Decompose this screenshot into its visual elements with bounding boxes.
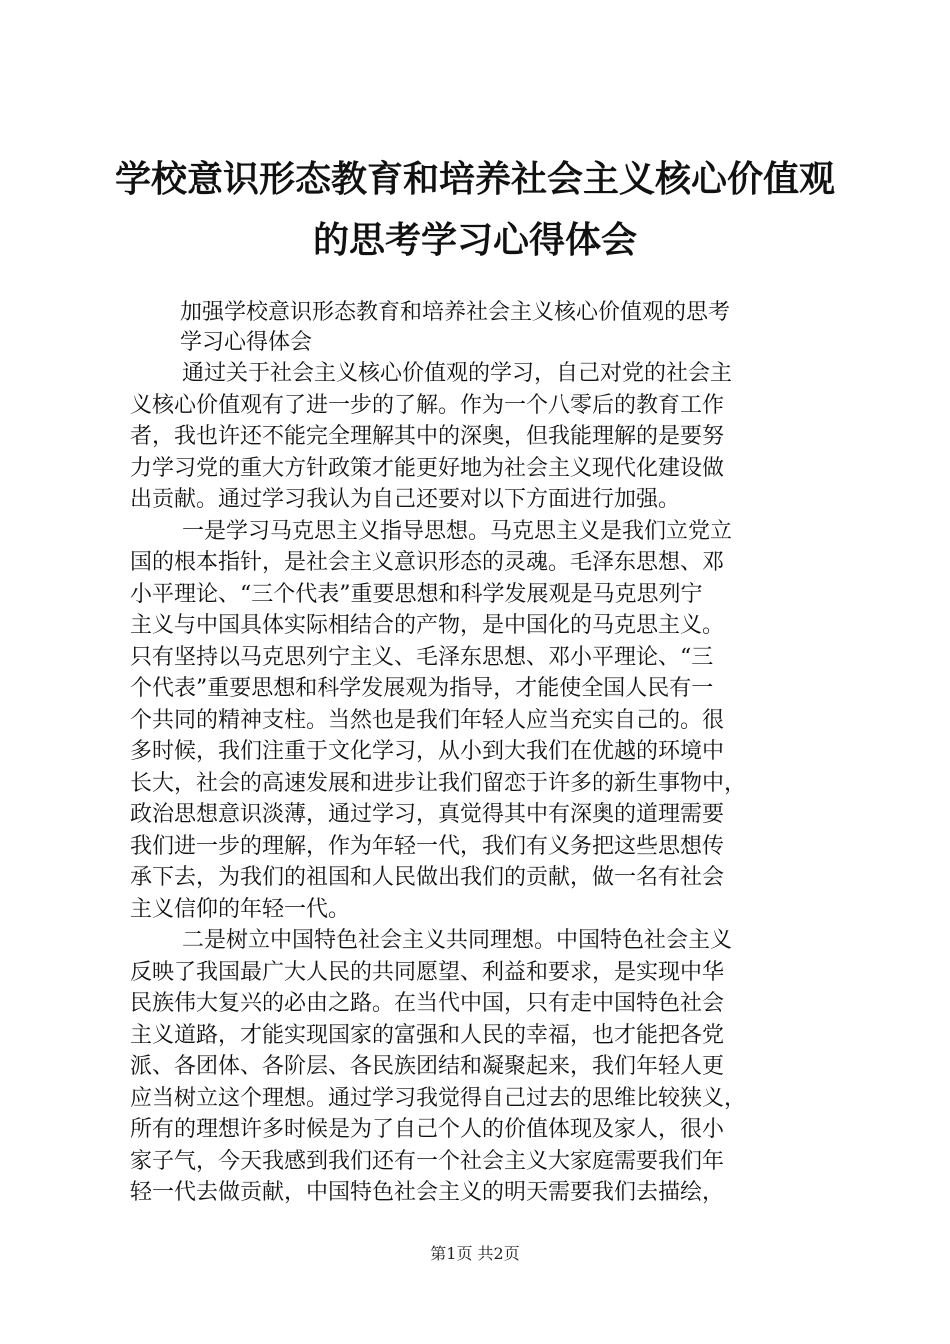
paragraph-3-line: 应当树立这个理想。通过学习我觉得自己过去的思维比较狭义， <box>130 1085 747 1111</box>
subtitle-line-2: 学习心得体会 <box>180 330 313 355</box>
page-footer: 第1页 共2页 <box>430 1244 520 1263</box>
paragraph-2-line: 承下去，为我们的祖国和人民做出我们的贡献，做一名有社会 <box>130 865 725 890</box>
paragraph-1-line: 者，我也许还不能完全理解其中的深奥，但我能理解的是要努 <box>130 424 725 449</box>
paragraph-2-line: 小平理论、“三个代表”重要思想和科学发展观是马克思列宁 <box>130 581 703 607</box>
paragraph-3-line: 家子气，今天我感到我们还有一个社会主义大家庭需要我们年 <box>130 1148 725 1174</box>
document-body <box>130 358 830 1209</box>
paragraph-2-line: 只有坚持以马克思列宁主义、毛泽东思想、邓小平理论、“三 <box>130 644 714 670</box>
document-title-line-1: 学校意识形态教育和培养社会主义核心价值观 <box>114 159 835 200</box>
paragraph-3-line: 派、各团体、各阶层、各民族团结和凝聚起来，我们年轻人更 <box>130 1054 725 1079</box>
paragraph-3-line: 所有的理想许多时候是为了自己个人的价值体现及家人，很小 <box>130 1117 725 1142</box>
paragraph-2-line: 多时候，我们注重于文化学习，从小到大我们在优越的环境中 <box>130 739 725 764</box>
paragraph-2-line: 个共同的精神支柱。当然也是我们年轻人应当充实自己的。很 <box>130 707 725 733</box>
paragraph-3-line: 主义道路，才能实现国家的富强和人民的幸福，也才能把各党 <box>130 1022 725 1048</box>
paragraph-3-line: 反映了我国最广大人民的共同愿望、利益和要求，是实现中华 <box>130 959 725 985</box>
paragraph-1-line: 出贡献。通过学习我认为自己还要对以下方面进行加强。 <box>130 487 681 512</box>
paragraph-3-line: 二是树立中国特色社会主义共同理想。中国特色社会主义 <box>182 928 733 953</box>
subtitle-line-1: 加强学校意识形态教育和培养社会主义核心价值观的思考 <box>180 300 731 325</box>
paragraph-2-line: 政治思想意识淡薄，通过学习，真觉得其中有深奥的道理需要 <box>130 802 725 827</box>
paragraph-1-line: 力学习党的重大方针政策才能更好地为社会主义现代化建设做 <box>130 455 725 481</box>
paragraph-2-line: 一是学习马克思主义指导思想。马克思主义是我们立党立 <box>182 518 733 544</box>
paragraph-2-line: 国的根本指针，是社会主义意识形态的灵魂。毛泽东思想、邓 <box>130 550 725 575</box>
document-title-line-2: 的思考学习心得体会 <box>312 220 637 261</box>
paragraph-2-line: 个代表”重要思想和科学发展观为指导，才能使全国人民有一 <box>130 676 714 701</box>
paragraph-1-line: 义核心价值观有了进一步的了解。作为一个八零后的教育工作 <box>130 392 725 418</box>
paragraph-2-line: 我们进一步的理解，作为年轻一代，我们有义务把这些思想传 <box>130 833 725 859</box>
paragraph-1-line: 通过关于社会主义核心价值观的学习，自己对党的社会主 <box>182 361 733 386</box>
paragraph-2-line: 主义与中国具体实际相结合的产物，是中国化的马克思主义。 <box>130 613 725 638</box>
paragraph-3-line: 民族伟大复兴的必由之路。在当代中国，只有走中国特色社会 <box>130 991 725 1016</box>
paragraph-2-line: 长大，社会的高速发展和进步让我们留恋于许多的新生事物中， <box>130 770 747 796</box>
document-subtitle <box>180 298 840 358</box>
paragraph-3-line: 轻一代去做贡献，中国特色社会主义的明天需要我们去描绘， <box>130 1180 725 1205</box>
paragraph-2-line: 主义信仰的年轻一代。 <box>130 896 351 922</box>
